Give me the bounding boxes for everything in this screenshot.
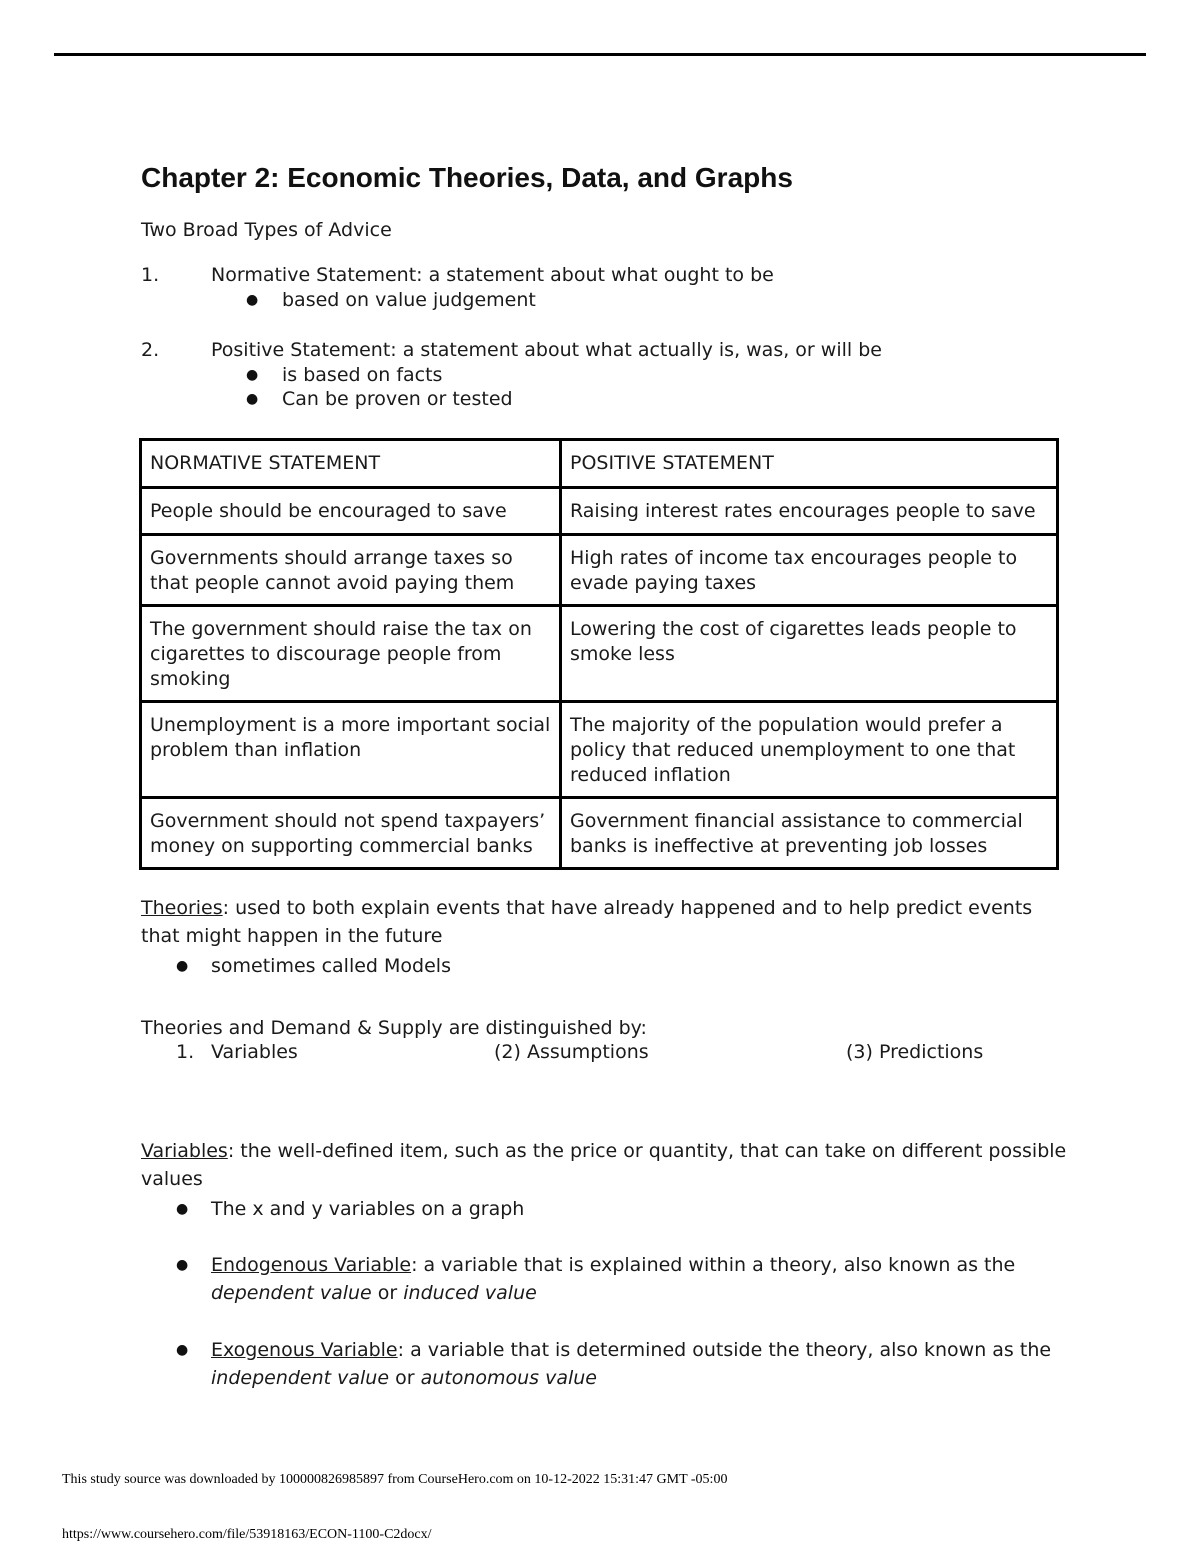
theories-definition: [141, 896, 1032, 921]
source-url-link[interactable]: https://www.coursehero.com/file/53918163/ECON-1100-C2docx/: [62, 1527, 432, 1542]
table-cell: High rates of income tax encourages people to evade paying taxes: [561, 535, 1058, 606]
exogenous-aliases: [211, 1366, 597, 1391]
exogenous-def: : a variable that is determined outside the theory, also known as the: [397, 1339, 1052, 1361]
endogenous-aliases: [211, 1281, 537, 1306]
theories-bullet: sometimes called Models: [211, 955, 451, 977]
bullet-icon: ●: [176, 1342, 189, 1358]
variables-term: Variables: [141, 1140, 228, 1162]
table-header-normative: NORMATIVE STATEMENT: [141, 440, 561, 488]
table-cell: Government should not spend taxpayers’ money on supporting commercial banks: [141, 798, 561, 869]
theories-def-line2: that might happen in the future: [141, 925, 443, 947]
exogenous-term: Exogenous Variable: [211, 1339, 398, 1361]
distinguished-item-variables: Variables: [211, 1041, 298, 1063]
exogenous-or: or: [389, 1367, 421, 1389]
table-cell: Raising interest rates encourages people to save: [561, 488, 1058, 535]
theories-term: Theories: [141, 897, 223, 919]
distinguished-item-predictions: (3) Predictions: [846, 1041, 984, 1063]
advice-2-text: Positive Statement: a statement about what actually is, was, or will be: [211, 339, 882, 361]
table-cell: The majority of the population would prefer a policy that reduced unemployment to one that reduced inflation: [561, 702, 1058, 798]
endogenous-definition: [211, 1253, 1015, 1278]
table-row: [141, 488, 1058, 535]
download-source-notice: This study source was downloaded by 100000826985897 from CourseHero.com on 10-12-2022 15:31:47 GMT -05:00: [62, 1472, 728, 1487]
endogenous-or: or: [371, 1282, 404, 1304]
table-cell: The government should raise the tax on cigarettes to discourage people from smoking: [141, 606, 561, 702]
table-row: [141, 606, 1058, 702]
induced-value: induced value: [403, 1282, 537, 1304]
variables-def-line2: values: [141, 1168, 203, 1190]
bullet-icon: ●: [176, 1201, 189, 1217]
endogenous-def: : a variable that is explained within a theory, also known as the: [411, 1254, 1016, 1276]
distinguished-item-assumptions: (2) Assumptions: [494, 1041, 649, 1063]
variables-definition: [141, 1139, 1066, 1164]
top-rule: [54, 53, 1146, 56]
autonomous-value: autonomous value: [420, 1367, 597, 1389]
advice-2-number: 2.: [141, 339, 160, 361]
table-header-row: [141, 440, 1058, 488]
variables-bullet-graph: The x and y variables on a graph: [211, 1198, 525, 1220]
page-title: Chapter 2: Economic Theories, Data, and Graphs: [141, 162, 793, 193]
independent-value: independent value: [211, 1367, 390, 1389]
distinguished-lead: Theories and Demand & Supply are distinguished by:: [141, 1017, 647, 1039]
table-cell: Government financial assistance to commercial banks is ineffective at preventing job losses: [561, 798, 1058, 869]
endogenous-term: Endogenous Variable: [211, 1254, 412, 1276]
table-header-positive: POSITIVE STATEMENT: [561, 440, 1058, 488]
theories-def-line1: : used to both explain events that have already happened and to help predict events: [222, 897, 1033, 919]
intro-text: Two Broad Types of Advice: [141, 219, 392, 241]
advice-1-bullet-1: based on value judgement: [282, 289, 536, 311]
advice-1-number: 1.: [141, 264, 160, 286]
table-row: [141, 798, 1058, 869]
bullet-icon: ●: [176, 1257, 189, 1273]
advice-2-bullet-1: is based on facts: [282, 364, 443, 386]
dependent-value: dependent value: [211, 1282, 372, 1304]
bullet-icon: ●: [246, 391, 259, 407]
table-row: [141, 702, 1058, 798]
table-cell: Unemployment is a more important social problem than inflation: [141, 702, 561, 798]
advice-2-bullet-2: Can be proven or tested: [282, 388, 513, 410]
variables-def-line1: : the well-defined item, such as the price or quantity, that can take on different possible: [227, 1140, 1067, 1162]
table-cell: Governments should arrange taxes so that people cannot avoid paying them: [141, 535, 561, 606]
statement-comparison-table: [139, 438, 1059, 870]
bullet-icon: ●: [246, 367, 259, 383]
table-cell: People should be encouraged to save: [141, 488, 561, 535]
distinguished-number: 1.: [176, 1041, 195, 1063]
bullet-icon: ●: [176, 958, 189, 974]
table-row: [141, 535, 1058, 606]
bullet-icon: ●: [246, 292, 259, 308]
table-cell: Lowering the cost of cigarettes leads people to smoke less: [561, 606, 1058, 702]
advice-1-text: Normative Statement: a statement about what ought to be: [211, 264, 774, 286]
exogenous-definition: [211, 1338, 1051, 1363]
